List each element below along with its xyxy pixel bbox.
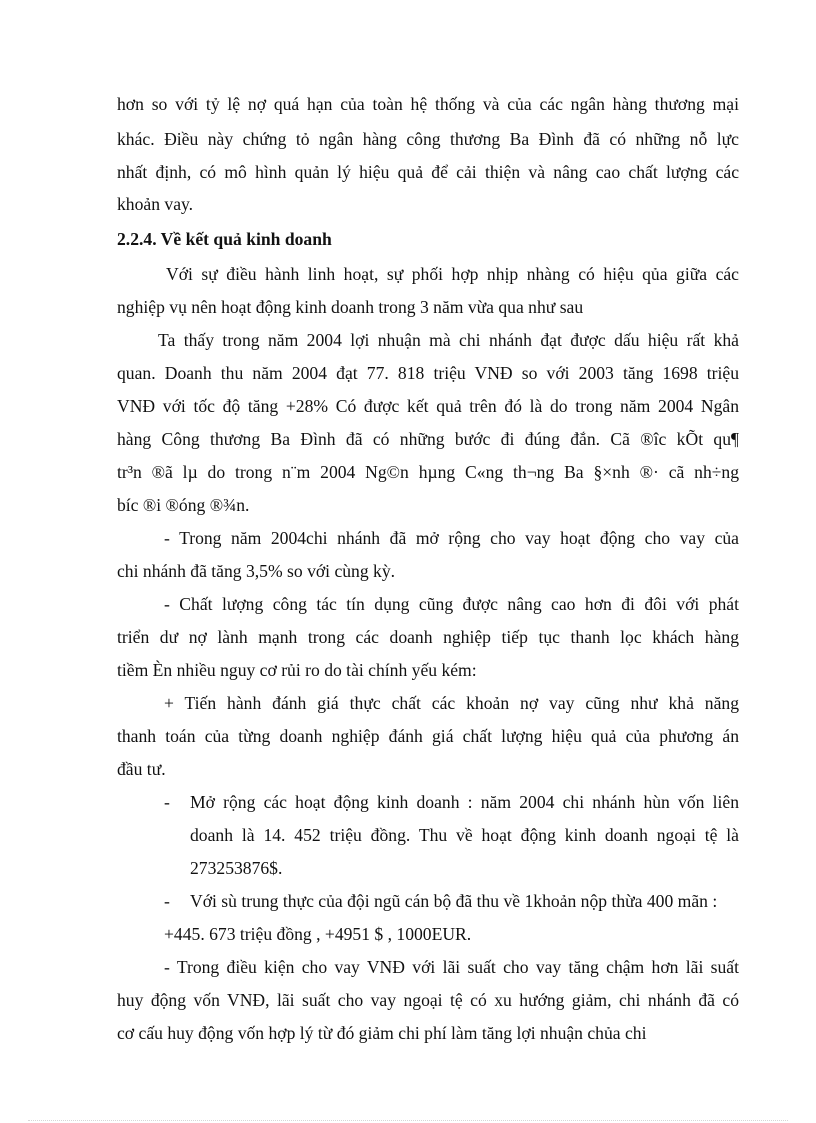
paragraph-line: khác. Điều này chứng tỏ ngân hàng công thương Ba Đình đã có những nỗ lực bbox=[117, 129, 739, 149]
paragraph-line: + Tiến hành đánh giá thực chất các khoản nợ vay cũng như khả năng bbox=[164, 693, 739, 713]
list-item-line: Với sù trung thực của đội ngũ cán bộ đã thu về 1khoản nộp thừa 400 mãn : bbox=[190, 891, 718, 911]
paragraph-line: chi nhánh đã tăng 3,5% so với cùng kỳ. bbox=[117, 561, 396, 581]
paragraph-line: nghiệp vụ nên hoạt động kinh doanh trong 3 năm vừa qua như sau bbox=[117, 297, 584, 317]
paragraph-line: - Trong điều kiện cho vay VNĐ với lãi suất cho vay tăng chậm hơn lãi suất bbox=[164, 957, 739, 977]
paragraph-line: Với sự điều hành linh hoạt, sự phối hợp nhịp nhàng có hiệu qủa giữa các bbox=[166, 264, 739, 284]
paragraph-line: Ta thấy trong năm 2004 lợi nhuận mà chi nhánh đạt được dấu hiệu rất khả bbox=[158, 330, 739, 350]
paragraph-line: huy động vốn VNĐ, lãi suất cho vay ngoại tệ có xu hướng giảm, chi nhánh đã có bbox=[117, 990, 739, 1010]
paragraph-line: - Chất lượng công tác tín dụng cũng được nâng cao hơn đi đôi với phát bbox=[164, 594, 739, 614]
paragraph-line: VNĐ với tốc độ tăng +28% Có được kết quả trên đó là do trong năm 2004 Ngân bbox=[117, 396, 739, 416]
paragraph-line: đầu tư. bbox=[117, 759, 166, 779]
paragraph-line: thanh toán của từng doanh nghiệp đánh giá chất lượng hiệu quả của phương án bbox=[117, 726, 739, 746]
paragraph-line: tr³n ®ã lµ do trong n¨m 2004 Ng©n hµng C«ng th¬ng Ba §×nh ®· cã nh÷ng bbox=[117, 462, 739, 482]
list-bullet: - bbox=[164, 891, 170, 911]
paragraph-line: nhất định, có mô hình quản lý hiệu quả để cải thiện và nâng cao chất lượng các bbox=[117, 162, 739, 182]
section-heading: 2.2.4. Về kết quả kinh doanh bbox=[117, 229, 332, 249]
paragraph-line: - Trong năm 2004chi nhánh đã mở rộng cho vay hoạt động cho vay của bbox=[164, 528, 739, 548]
paragraph-line: cơ cấu huy động vốn hợp lý từ đó giảm chi phí làm tăng lợi nhuận chủa chi bbox=[117, 1023, 647, 1043]
paragraph-line: quan. Doanh thu năm 2004 đạt 77. 818 triệu VNĐ so với 2003 tăng 1698 triệu bbox=[117, 363, 739, 383]
paragraph-line: tiềm Èn nhiều nguy cơ rủi ro do tài chính yếu kém: bbox=[117, 660, 477, 680]
list-item-line: +445. 673 triệu đồng , +4951 $ , 1000EUR. bbox=[164, 924, 472, 944]
paragraph-line: bíc ®i ®óng ®¾n. bbox=[117, 495, 250, 515]
paragraph-line: hàng Công thương Ba Đình đã có những bước đi đúng đắn. Cã ®îc kÕt qu¶ bbox=[117, 429, 739, 449]
page-bottom-rule bbox=[28, 1120, 788, 1121]
list-bullet: - bbox=[164, 792, 170, 812]
list-item-line: Mở rộng các hoạt động kinh doanh : năm 2004 chi nhánh hùn vốn liên bbox=[190, 792, 739, 812]
paragraph-line: hơn so với tỷ lệ nợ quá hạn của toàn hệ thống và của các ngân hàng thương mại bbox=[117, 94, 739, 114]
list-item-line: doanh là 14. 452 triệu đồng. Thu về hoạt động kinh doanh ngoại tệ là bbox=[190, 825, 739, 845]
paragraph-line: khoản vay. bbox=[117, 194, 194, 214]
paragraph-line: triển dư nợ lành mạnh trong các doanh nghiệp tiếp tục thanh lọc khách hàng bbox=[117, 627, 739, 647]
list-item-line: 273253876$. bbox=[190, 858, 283, 878]
